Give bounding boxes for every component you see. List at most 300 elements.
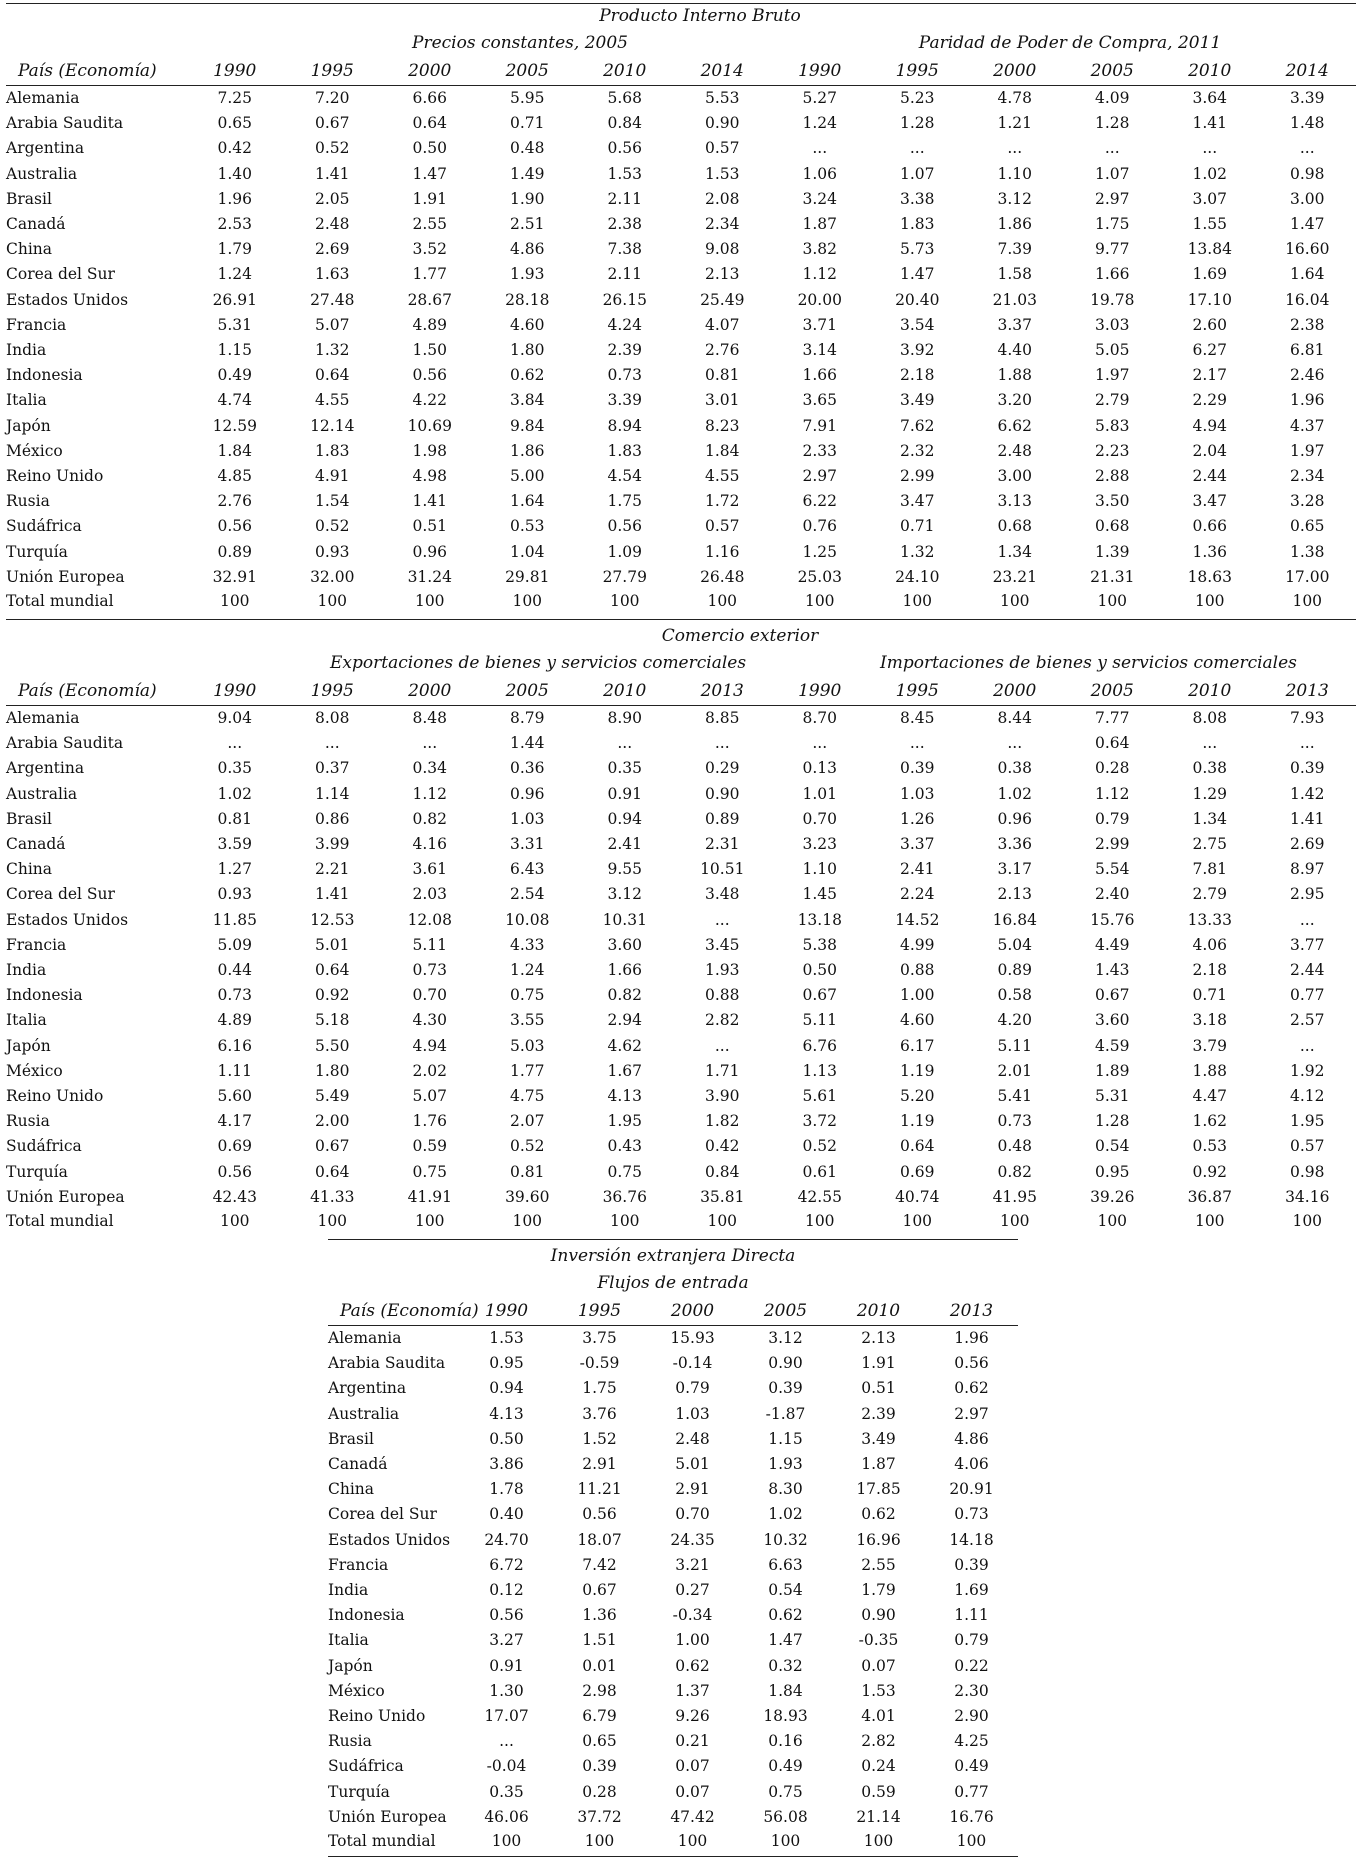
table-row [328, 1780, 1018, 1805]
value-cell: 1.07 [1094, 164, 1130, 183]
value-cell: 0.07 [675, 1757, 710, 1776]
value-cell: 100 [219, 1212, 250, 1231]
value-cell: ... [714, 734, 730, 753]
value-cell: 14.52 [895, 910, 940, 929]
value-cell: 1.27 [217, 860, 252, 879]
value-cell: 4.47 [1192, 1087, 1227, 1106]
value-cell: 0.52 [314, 517, 350, 536]
value-cell: 0.65 [217, 114, 252, 133]
value-cell: 4.06 [1192, 935, 1227, 954]
table-row [6, 136, 1356, 161]
table-row [6, 1084, 1356, 1109]
value-cell: 1.67 [607, 1061, 642, 1080]
value-cell: 2.48 [997, 441, 1032, 460]
value-cell: 4.62 [607, 1036, 642, 1055]
value-cell: 1.15 [768, 1429, 803, 1448]
value-cell: 2.94 [607, 1011, 642, 1030]
value-cell: 5.60 [217, 1087, 252, 1106]
country-cell: Alemania [6, 709, 80, 727]
column-header-year: 2010 [1161, 678, 1259, 706]
value-cell: 3.86 [489, 1455, 524, 1474]
value-cell: 1.28 [1094, 114, 1130, 133]
value-cell: 1.98 [412, 441, 447, 460]
value-cell: 5.68 [607, 89, 642, 107]
value-cell: 56.08 [763, 1807, 808, 1826]
value-cell: -0.34 [672, 1606, 713, 1625]
value-cell: 1.25 [802, 542, 837, 561]
value-cell: 7.81 [1192, 860, 1227, 879]
country-cell: Unión Europea [328, 1807, 447, 1826]
value-cell: ... [617, 734, 633, 753]
country-cell: Argentina [6, 759, 85, 778]
value-cell: 5.03 [509, 1036, 545, 1055]
value-cell: 0.43 [607, 1137, 642, 1156]
country-cell: China [6, 860, 53, 879]
value-cell: 2.38 [1289, 315, 1325, 334]
value-cell: 1.90 [509, 189, 545, 208]
column-header-country: País (Economía) [328, 1298, 460, 1326]
value-cell: 2.99 [1094, 835, 1130, 854]
value-cell: 1.91 [412, 189, 447, 208]
table-row [6, 1210, 1356, 1232]
value-cell: 100 [491, 1832, 522, 1851]
value-cell: 25.03 [797, 567, 842, 586]
value-cell: 100 [219, 592, 250, 611]
value-cell: 0.64 [314, 961, 350, 980]
value-cell: 4.49 [1094, 935, 1130, 954]
value-cell: 0.52 [314, 139, 350, 158]
table-row [6, 1160, 1356, 1185]
value-cell: 1.69 [1192, 265, 1227, 284]
value-cell: 1.40 [217, 164, 252, 183]
value-cell: 2.97 [954, 1404, 989, 1423]
value-cell: 0.75 [607, 1162, 642, 1181]
table-row [6, 756, 1356, 781]
value-cell: 1.96 [217, 189, 252, 208]
value-cell: 5.61 [802, 1087, 837, 1106]
value-cell: 0.96 [412, 542, 447, 561]
value-cell: 5.50 [314, 1036, 350, 1055]
value-cell: 2.18 [1192, 961, 1227, 980]
value-cell: 2.11 [607, 189, 642, 208]
value-cell: 0.90 [704, 784, 740, 803]
value-cell: 0.34 [412, 759, 447, 778]
table-row [6, 933, 1356, 958]
value-cell: 1.41 [1192, 114, 1227, 133]
value-cell: 5.53 [704, 89, 740, 107]
value-cell: -0.59 [579, 1354, 620, 1373]
value-cell: 26.15 [602, 290, 647, 309]
value-cell: 0.90 [861, 1606, 896, 1625]
value-cell: 2.82 [861, 1732, 896, 1751]
value-cell: 0.68 [997, 517, 1032, 536]
value-cell: 0.07 [675, 1782, 710, 1801]
value-cell: 0.38 [1192, 759, 1227, 778]
value-cell: 20.40 [895, 290, 940, 309]
value-cell: 100 [902, 592, 933, 611]
value-cell: 1.76 [412, 1112, 447, 1131]
value-cell: 2.88 [1094, 467, 1130, 486]
value-cell: 7.39 [997, 240, 1032, 259]
table-row [6, 187, 1356, 212]
value-cell: 1.26 [899, 809, 935, 828]
value-cell: ... [1299, 1036, 1315, 1055]
column-header-year: 1990 [186, 678, 284, 706]
table-row [6, 832, 1356, 857]
value-cell: 6.27 [1192, 341, 1227, 360]
value-cell: 100 [770, 1832, 801, 1851]
value-cell: -0.14 [672, 1354, 713, 1373]
value-cell: 0.68 [1094, 517, 1130, 536]
value-cell: 4.94 [1192, 416, 1227, 435]
value-cell: 1.69 [954, 1581, 989, 1600]
value-cell: 1.71 [704, 1061, 740, 1080]
value-cell: 2.95 [1289, 885, 1325, 904]
value-cell: 3.60 [607, 935, 642, 954]
value-cell: 25.49 [700, 290, 745, 309]
column-header-year: 2000 [966, 678, 1064, 706]
value-cell: 1.04 [509, 542, 545, 561]
value-cell: 4.13 [607, 1087, 642, 1106]
value-cell: 5.41 [997, 1087, 1032, 1106]
column-header-year: 1990 [771, 58, 869, 86]
value-cell: 26.48 [700, 567, 745, 586]
value-cell: ... [499, 1732, 514, 1751]
value-cell: 4.17 [217, 1112, 252, 1131]
value-cell: 0.95 [489, 1354, 524, 1373]
value-cell: 8.97 [1289, 860, 1325, 879]
table-row [6, 237, 1356, 262]
value-cell: 100 [804, 592, 835, 611]
value-cell: 2.54 [509, 885, 545, 904]
table-row [328, 1603, 1018, 1628]
value-cell: 10.69 [407, 416, 452, 435]
value-cell: 4.85 [217, 467, 252, 486]
value-cell: 1.41 [314, 164, 350, 183]
header-row [328, 1298, 1018, 1326]
value-cell: 1.54 [314, 492, 350, 511]
table-row [328, 1704, 1018, 1729]
country-cell: Australia [6, 164, 78, 183]
table-row [6, 857, 1356, 882]
value-cell: 1.32 [314, 341, 350, 360]
value-cell: 8.08 [1192, 709, 1227, 727]
value-cell: 0.82 [412, 809, 447, 828]
value-cell: ... [812, 139, 828, 158]
value-cell: 1.12 [412, 784, 447, 803]
value-cell: 3.39 [607, 391, 642, 410]
value-cell: 0.50 [802, 961, 837, 980]
value-cell: 18.93 [763, 1707, 808, 1726]
gdp-section [0, 0, 1357, 620]
value-cell: 1.34 [1192, 809, 1227, 828]
value-cell: 3.64 [1192, 89, 1227, 107]
value-cell: 1.13 [802, 1061, 837, 1080]
value-cell: 1.43 [1094, 961, 1130, 980]
value-cell: 1.06 [802, 164, 837, 183]
value-cell: 1.95 [1289, 1112, 1325, 1131]
value-cell: 100 [956, 1832, 987, 1851]
value-cell: 35.81 [700, 1187, 745, 1206]
value-cell: 5.07 [412, 1087, 447, 1106]
value-cell: 3.37 [997, 315, 1032, 334]
value-cell: 1.96 [954, 1329, 989, 1347]
value-cell: ... [1299, 734, 1315, 753]
value-cell: 1.80 [314, 1061, 350, 1080]
value-cell: 6.17 [899, 1036, 935, 1055]
column-header-year: 2014 [1259, 58, 1357, 86]
value-cell: 9.08 [704, 240, 740, 259]
country-cell: Italia [328, 1631, 369, 1650]
value-cell: 1.64 [509, 492, 545, 511]
value-cell: 100 [999, 1212, 1030, 1231]
country-cell: Corea del Sur [6, 265, 115, 284]
value-cell: 1.34 [997, 542, 1032, 561]
country-cell: Brasil [6, 189, 52, 208]
value-cell: 1.89 [1094, 1061, 1130, 1080]
value-cell: 3.14 [802, 341, 837, 360]
value-cell: 1.77 [509, 1061, 545, 1080]
value-cell: 3.45 [704, 935, 740, 954]
value-cell: 36.87 [1187, 1187, 1232, 1206]
value-cell: 3.13 [997, 492, 1032, 511]
gdp-subtitle-left: Precios constantes, 2005 [412, 33, 628, 53]
value-cell: 0.93 [217, 885, 252, 904]
header-row [6, 58, 1356, 86]
table-row [6, 1059, 1356, 1084]
value-cell: 7.62 [899, 416, 935, 435]
value-cell: 1.38 [1289, 542, 1325, 561]
value-cell: 1.15 [217, 341, 252, 360]
value-cell: 1.11 [954, 1606, 989, 1625]
value-cell: 0.50 [489, 1429, 524, 1448]
value-cell: 1.47 [899, 265, 935, 284]
value-cell: 5.01 [314, 935, 350, 954]
value-cell: 17.07 [484, 1707, 529, 1726]
value-cell: 3.92 [899, 341, 935, 360]
value-cell: 1.19 [899, 1112, 935, 1131]
country-cell: Japón [328, 1656, 373, 1675]
value-cell: 0.77 [954, 1782, 989, 1801]
value-cell: 0.98 [1289, 1162, 1325, 1181]
value-cell: 1.09 [607, 542, 642, 561]
value-cell: 2.18 [899, 366, 935, 385]
value-cell: 16.96 [856, 1530, 901, 1549]
column-header-year: 2000 [381, 58, 479, 86]
value-cell: 0.48 [997, 1137, 1032, 1156]
value-cell: 0.49 [768, 1757, 803, 1776]
country-cell: Total mundial [6, 1212, 114, 1231]
value-cell: 1.24 [802, 114, 837, 133]
value-cell: 0.96 [509, 784, 545, 803]
value-cell: 3.24 [802, 189, 837, 208]
value-cell: 1.12 [802, 265, 837, 284]
table-row [328, 1754, 1018, 1779]
value-cell: 0.67 [802, 986, 837, 1005]
value-cell: 2.41 [899, 860, 935, 879]
value-cell: 12.59 [212, 416, 257, 435]
value-cell: 8.90 [607, 709, 642, 727]
value-cell: 1.44 [509, 734, 545, 753]
value-cell: 0.69 [217, 1137, 252, 1156]
value-cell: 100 [317, 1212, 348, 1231]
value-cell: 4.54 [607, 467, 642, 486]
table-row [6, 439, 1356, 464]
value-cell: 3.48 [704, 885, 740, 904]
value-cell: 2.55 [861, 1555, 896, 1574]
value-cell: 39.26 [1090, 1187, 1135, 1206]
country-cell: Arabia Saudita [6, 734, 124, 753]
value-cell: 1.52 [582, 1429, 617, 1448]
value-cell: 0.21 [675, 1732, 710, 1751]
value-cell: 3.12 [607, 885, 642, 904]
value-cell: 2.69 [1289, 835, 1325, 854]
value-cell: 5.20 [899, 1087, 935, 1106]
value-cell: 3.28 [1289, 492, 1325, 511]
country-cell: Sudáfrica [6, 517, 82, 536]
value-cell: 13.33 [1187, 910, 1232, 929]
value-cell: 0.86 [314, 809, 350, 828]
value-cell: 0.61 [802, 1162, 837, 1181]
value-cell: 31.24 [407, 567, 452, 586]
value-cell: 5.01 [675, 1455, 710, 1474]
value-cell: 1.00 [899, 986, 935, 1005]
value-cell: 3.47 [1192, 492, 1227, 511]
value-cell: 2.79 [1094, 391, 1130, 410]
value-cell: 10.08 [505, 910, 550, 929]
country-cell: Reino Unido [6, 467, 104, 486]
table-row [6, 338, 1356, 363]
value-cell: 6.63 [768, 1555, 803, 1574]
country-cell: Indonesia [6, 986, 83, 1005]
value-cell: 1.66 [1094, 265, 1130, 284]
value-cell: 3.59 [217, 835, 252, 854]
value-cell: 1.84 [704, 441, 740, 460]
table-row [6, 1109, 1356, 1134]
value-cell: 1.93 [509, 265, 545, 284]
value-cell: 24.70 [484, 1530, 529, 1549]
country-cell: Estados Unidos [6, 910, 129, 929]
value-cell: 2.46 [1289, 366, 1325, 385]
value-cell: 5.04 [997, 935, 1032, 954]
table-row [328, 1326, 1018, 1352]
value-cell: 0.56 [582, 1505, 617, 1524]
value-cell: 9.77 [1094, 240, 1130, 259]
value-cell: 3.65 [802, 391, 837, 410]
value-cell: ... [422, 734, 438, 753]
value-cell: 3.75 [582, 1329, 617, 1347]
country-cell: Rusia [328, 1732, 372, 1751]
value-cell: 0.62 [509, 366, 545, 385]
value-cell: 0.71 [1192, 986, 1227, 1005]
value-cell: 32.00 [310, 567, 355, 586]
table-row [6, 489, 1356, 514]
country-cell: Corea del Sur [6, 885, 115, 904]
table-row [6, 212, 1356, 237]
value-cell: 1.41 [314, 885, 350, 904]
value-cell: 0.59 [861, 1782, 896, 1801]
country-cell: Canadá [6, 835, 66, 854]
value-cell: 0.89 [997, 961, 1032, 980]
value-cell: 3.72 [802, 1112, 837, 1131]
value-cell: 2.76 [217, 492, 252, 511]
value-cell: 2.30 [954, 1681, 989, 1700]
value-cell: 0.73 [997, 1112, 1032, 1131]
value-cell: 4.99 [899, 935, 935, 954]
value-cell: ... [1299, 910, 1315, 929]
table-row [6, 706, 1356, 732]
value-cell: 2.44 [1289, 961, 1325, 980]
value-cell: 27.48 [310, 290, 355, 309]
value-cell: 1.83 [314, 441, 350, 460]
value-cell: 40.74 [895, 1187, 940, 1206]
table-row [328, 1376, 1018, 1401]
value-cell: 11.85 [212, 910, 257, 929]
value-cell: 1.75 [1094, 215, 1130, 234]
table-row [6, 162, 1356, 187]
table-row [6, 111, 1356, 136]
country-cell: India [6, 961, 47, 980]
value-cell: 0.96 [997, 809, 1032, 828]
column-header-year: 1990 [460, 1298, 553, 1326]
value-cell: 0.76 [802, 517, 837, 536]
value-cell: 0.56 [607, 517, 642, 536]
value-cell: 1.24 [217, 265, 252, 284]
value-cell: 1.86 [509, 441, 545, 460]
table-row [6, 590, 1356, 612]
value-cell: 4.06 [954, 1455, 989, 1474]
column-header-year: 1990 [771, 678, 869, 706]
value-cell: 2.33 [802, 441, 837, 460]
value-cell: 4.89 [412, 315, 447, 334]
value-cell: 4.78 [997, 89, 1032, 107]
table-row [6, 565, 1356, 590]
value-cell: 1.48 [1289, 114, 1325, 133]
table-row [6, 1008, 1356, 1033]
value-cell: 20.00 [797, 290, 842, 309]
value-cell: 1.87 [861, 1455, 896, 1474]
value-cell: 0.73 [217, 986, 252, 1005]
table-row [328, 1578, 1018, 1603]
value-cell: 0.64 [412, 114, 447, 133]
table-row [6, 731, 1356, 756]
country-cell: México [6, 1061, 63, 1080]
value-cell: 0.65 [1289, 517, 1325, 536]
value-cell: 0.44 [217, 961, 252, 980]
gdp-table [6, 58, 1356, 612]
value-cell: 1.88 [997, 366, 1032, 385]
country-cell: Francia [6, 315, 67, 334]
table-row [328, 1502, 1018, 1527]
value-cell: 6.43 [509, 860, 545, 879]
value-cell: 0.64 [314, 1162, 350, 1181]
value-cell: 4.22 [412, 391, 447, 410]
value-cell: 19.78 [1090, 290, 1135, 309]
value-cell: 1.02 [997, 784, 1032, 803]
value-cell: 3.21 [675, 1555, 710, 1574]
value-cell: 10.32 [763, 1530, 808, 1549]
value-cell: 16.84 [992, 910, 1037, 929]
value-cell: 0.12 [489, 1581, 524, 1600]
value-cell: 42.55 [797, 1187, 842, 1206]
value-cell: 4.89 [217, 1011, 252, 1030]
value-cell: 12.14 [310, 416, 355, 435]
value-cell: 1.92 [1289, 1061, 1325, 1080]
table-row [328, 1351, 1018, 1376]
value-cell: 13.84 [1187, 240, 1232, 259]
value-cell: 0.67 [1094, 986, 1130, 1005]
value-cell: 5.27 [802, 89, 837, 107]
